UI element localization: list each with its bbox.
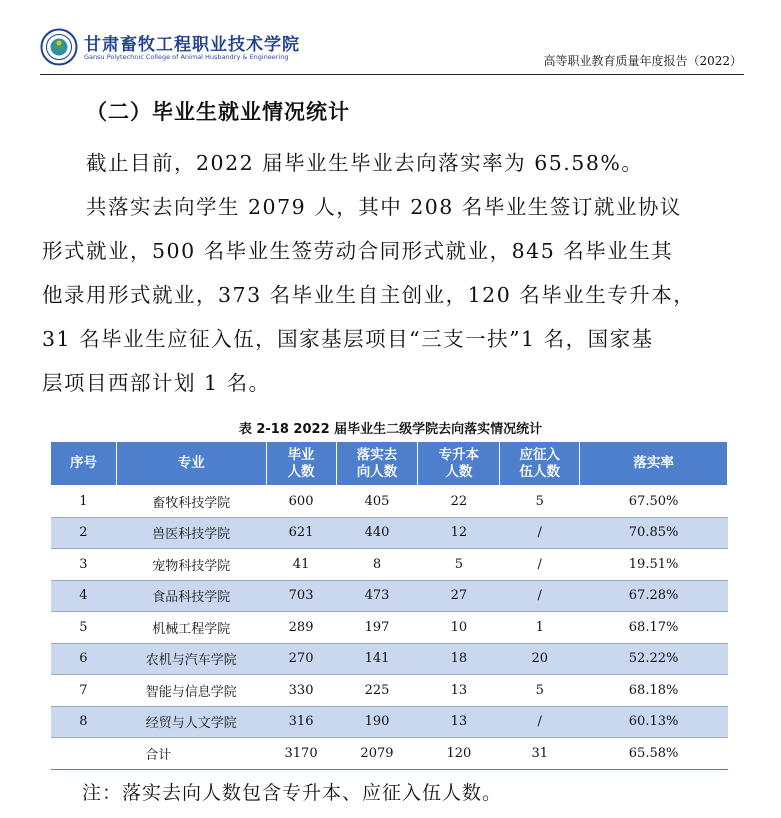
- cell-placed: 8: [336, 549, 418, 581]
- cell-grads: 703: [266, 580, 336, 612]
- cell-placed: 473: [336, 580, 418, 612]
- cell-grads: 316: [266, 706, 336, 738]
- cell-grads: 289: [266, 612, 336, 644]
- cell-no: 6: [51, 643, 117, 675]
- cell-rate: 68.17%: [580, 612, 728, 644]
- table-row: [51, 643, 728, 675]
- cell-major: 经贸与人文学院: [116, 706, 266, 738]
- cell-rate: 68.18%: [580, 675, 728, 707]
- cell-major: 食品科技学院: [116, 580, 266, 612]
- cell-rate: 60.13%: [580, 706, 728, 738]
- table-row: [51, 549, 728, 581]
- paragraph-line: 截止目前，2022 届毕业生毕业去向落实率为 65.58%。: [86, 151, 644, 175]
- paragraph-line: 共落实去向学生 2079 人，其中 208 名毕业生签订就业协议: [86, 195, 682, 219]
- cell-no: 1: [51, 486, 117, 518]
- cell-placed: 405: [336, 486, 418, 518]
- cell-major: 机械工程学院: [116, 612, 266, 644]
- table-row: [51, 580, 728, 612]
- paragraph-line: 形式就业，500 名毕业生签劳动合同形式就业，845 名毕业生其: [42, 239, 674, 263]
- report-title: 高等职业教育质量年度报告（2022）: [543, 54, 742, 68]
- header-placed: 落实去 向人数: [336, 442, 418, 486]
- cell-placed: 190: [336, 706, 418, 738]
- school-name: 甘肃畜牧工程职业技术学院: [84, 35, 300, 55]
- cell-placed: 2079: [336, 738, 418, 770]
- section-title: （二）毕业生就业情况统计: [86, 99, 350, 124]
- cell-grads: 41: [266, 549, 336, 581]
- cell-enlist: 5: [500, 486, 580, 518]
- paragraph-detail: [42, 185, 742, 405]
- cell-upgrade: 27: [418, 580, 500, 612]
- cell-placed: 141: [336, 643, 418, 675]
- cell-upgrade: 18: [418, 643, 500, 675]
- cell-enlist: 1: [500, 612, 580, 644]
- cell-enlist: /: [500, 517, 580, 549]
- cell-enlist: 31: [500, 738, 580, 770]
- paragraph-line: 层项目西部计划 1 名。: [42, 371, 271, 395]
- header-rate: 落实率: [580, 442, 728, 486]
- table-header-row: [51, 442, 728, 486]
- cell-total-label: 合计: [51, 738, 267, 770]
- cell-enlist: /: [500, 706, 580, 738]
- header-major: 专业: [116, 442, 266, 486]
- cell-enlist: /: [500, 580, 580, 612]
- cell-upgrade: 13: [418, 675, 500, 707]
- cell-rate: 67.50%: [580, 486, 728, 518]
- cell-grads: 330: [266, 675, 336, 707]
- cell-enlist: 20: [500, 643, 580, 675]
- cell-enlist: /: [500, 549, 580, 581]
- table-row: [51, 675, 728, 707]
- cell-upgrade: 5: [418, 549, 500, 581]
- header-upgrade: 专升本 人数: [418, 442, 500, 486]
- cell-rate: 70.85%: [580, 517, 728, 549]
- header-enlist: 应征入 伍人数: [500, 442, 580, 486]
- cell-upgrade: 120: [418, 738, 500, 770]
- table-row: [51, 706, 728, 738]
- cell-rate: 65.58%: [580, 738, 728, 770]
- paragraph-line: 他录用形式就业，373 名毕业生自主创业，120 名毕业生专升本，: [42, 283, 696, 307]
- table-caption: 表 2-18 2022 届毕业生二级学院去向落实情况统计: [238, 422, 543, 437]
- cell-placed: 225: [336, 675, 418, 707]
- cell-grads: 270: [266, 643, 336, 675]
- cell-major: 宠物科技学院: [116, 549, 266, 581]
- cell-upgrade: 13: [418, 706, 500, 738]
- cell-upgrade: 22: [418, 486, 500, 518]
- cell-grads: 621: [266, 517, 336, 549]
- cell-major: 智能与信息学院: [116, 675, 266, 707]
- cell-no: 2: [51, 517, 117, 549]
- cell-upgrade: 12: [418, 517, 500, 549]
- table-row: [51, 486, 728, 518]
- cell-enlist: 5: [500, 675, 580, 707]
- header-no: 序号: [51, 442, 117, 486]
- table-note: 注：落实去向人数包含专升本、应征入伍人数。: [82, 782, 503, 804]
- cell-grads: 600: [266, 486, 336, 518]
- table-row: [51, 517, 728, 549]
- header-grads: 毕业 人数: [266, 442, 336, 486]
- cell-rate: 52.22%: [580, 643, 728, 675]
- paragraph-line: 31 名毕业生应征入伍，国家基层项目“三支一扶”1 名，国家基: [42, 327, 654, 351]
- school-name-english: Gansu Polytechnic College of Animal Husbandry & Engineering: [84, 53, 289, 61]
- cell-no: 7: [51, 675, 117, 707]
- college-seal-icon: [40, 28, 78, 66]
- table-total-row: [51, 738, 728, 770]
- paragraph-summary: [42, 141, 742, 185]
- cell-no: 4: [51, 580, 117, 612]
- cell-grads: 3170: [266, 738, 336, 770]
- cell-placed: 197: [336, 612, 418, 644]
- cell-major: 畜牧科技学院: [116, 486, 266, 518]
- cell-major: 农机与汽车学院: [116, 643, 266, 675]
- cell-no: 8: [51, 706, 117, 738]
- placement-table: [50, 441, 728, 770]
- table-row: [51, 612, 728, 644]
- cell-no: 5: [51, 612, 117, 644]
- page-header: [40, 28, 744, 75]
- cell-major: 兽医科技学院: [116, 517, 266, 549]
- cell-placed: 440: [336, 517, 418, 549]
- cell-upgrade: 10: [418, 612, 500, 644]
- cell-rate: 19.51%: [580, 549, 728, 581]
- cell-rate: 67.28%: [580, 580, 728, 612]
- cell-no: 3: [51, 549, 117, 581]
